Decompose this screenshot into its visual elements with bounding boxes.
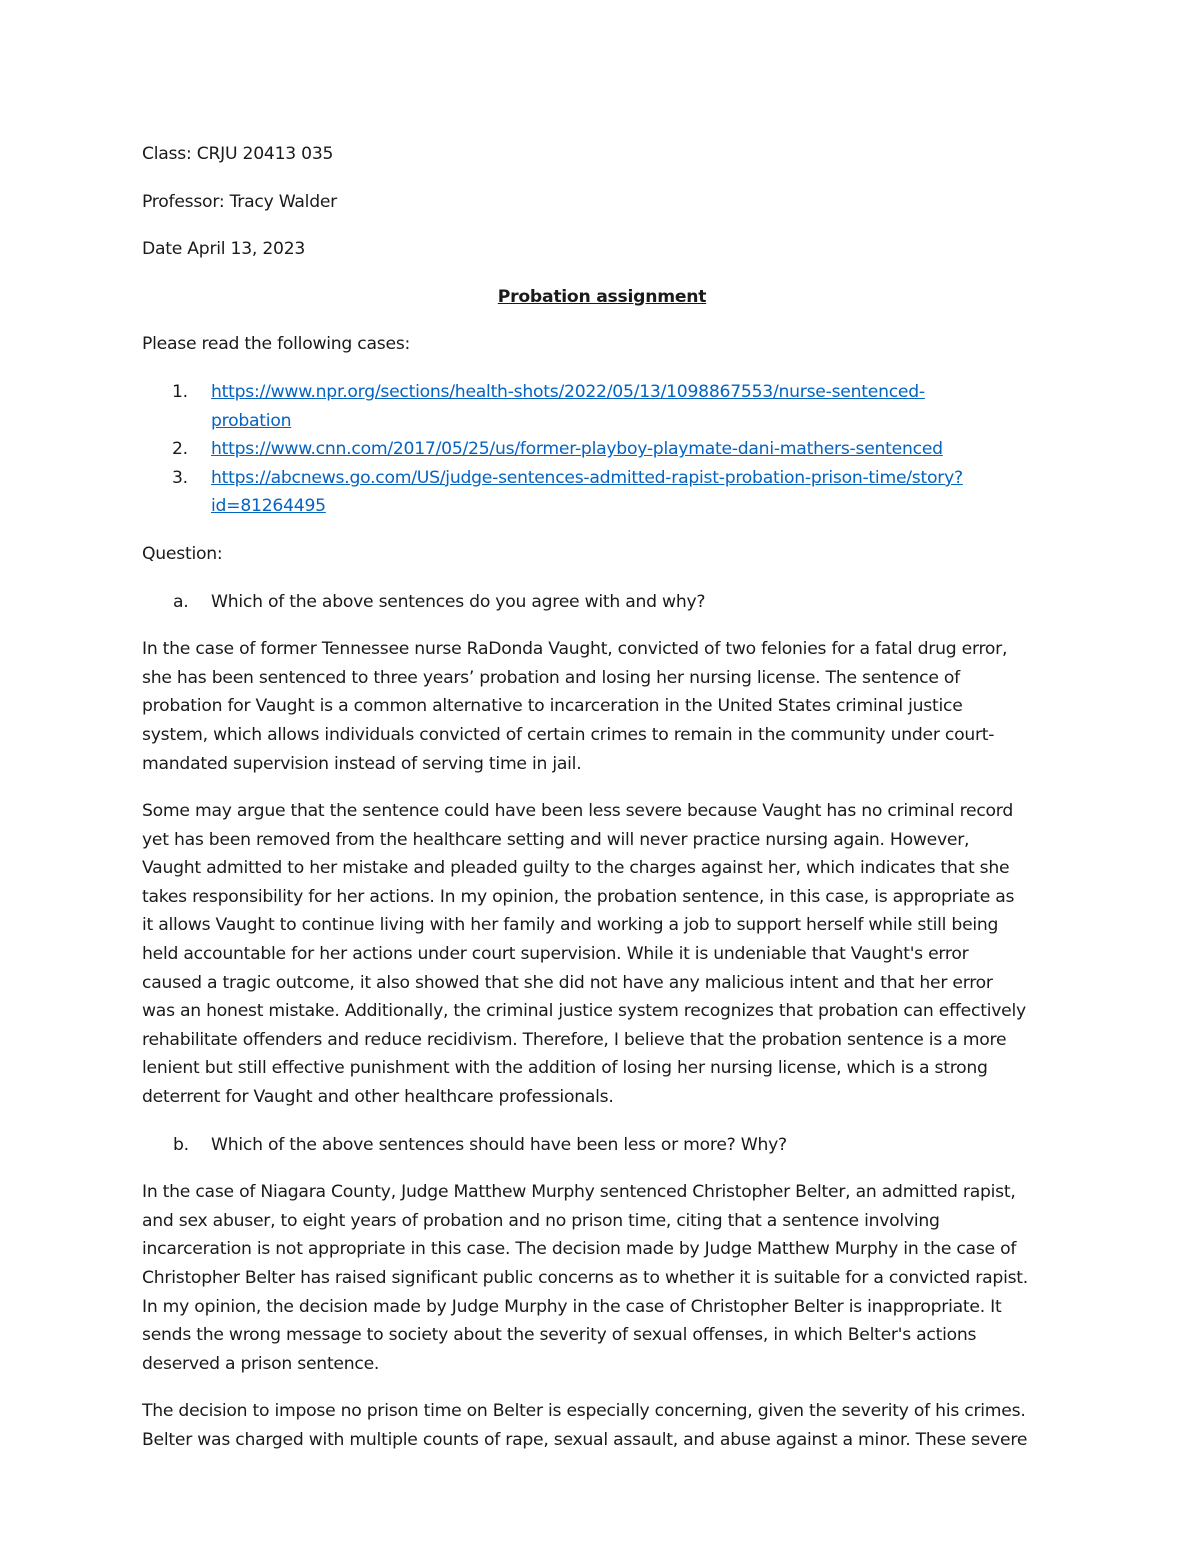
date-line: Date April 13, 2023 bbox=[142, 239, 306, 260]
paragraph-line: Belter was charged with multiple counts of rape, sexual assault, and abuse against a minor. These severe bbox=[142, 1429, 1028, 1450]
answer-paragraph-4 bbox=[142, 1397, 1062, 1454]
paragraph-line: sends the wrong message to society about the severity of sexual offenses, in which Belter's actions bbox=[142, 1325, 977, 1346]
paragraph-line: The decision to impose no prison time on Belter is especially concerning, given the severity of his crimes. bbox=[142, 1401, 1026, 1422]
question-letter: a. bbox=[173, 591, 189, 612]
case-link-item bbox=[142, 378, 1062, 435]
npr-link[interactable]: https://www.npr.org/sections/health-shots/2022/05/13/1098867553/nurse-sentenced- bbox=[211, 381, 925, 402]
abcnews-link[interactable]: https://abcnews.go.com/US/judge-sentences-admitted-rapist-probation-prison-time/story? bbox=[211, 467, 963, 488]
paragraph-line: deterrent for Vaught and other healthcare professionals. bbox=[142, 1087, 614, 1108]
paragraph-line: yet has been removed from the healthcare setting and will never practice nursing again. However, bbox=[142, 829, 970, 850]
paragraph-line: deserved a prison sentence. bbox=[142, 1353, 380, 1374]
paragraph-line: system, which allows individuals convicted of certain crimes to remain in the community under court- bbox=[142, 724, 995, 745]
paragraph-line: held accountable for her actions under court supervision. While it is undeniable that Vaught's error bbox=[142, 944, 969, 965]
paragraph-line: and sex abuser, to eight years of probation and no prison time, citing that a sentence involving bbox=[142, 1210, 940, 1231]
abcnews-link-continued[interactable]: id=81264495 bbox=[211, 496, 326, 517]
document-title: Probation assignment bbox=[497, 286, 707, 307]
cnn-link[interactable]: https://www.cnn.com/2017/05/25/us/former-playboy-playmate-dani-mathers-sentenced bbox=[211, 439, 943, 460]
paragraph-line: incarceration is not appropriate in this case. The decision made by Judge Matthew Murphy in the case of bbox=[142, 1239, 1017, 1260]
question-a-text: Which of the above sentences do you agree with and why? bbox=[211, 591, 706, 612]
question-label: Question: bbox=[142, 543, 223, 564]
case-link-item bbox=[142, 464, 1062, 521]
list-number: 3. bbox=[172, 467, 188, 488]
professor-line: Professor: Tracy Walder bbox=[142, 191, 337, 212]
paragraph-line: caused a tragic outcome, it also showed that she did not have any malicious intent and that her error bbox=[142, 972, 993, 993]
intro-text: Please read the following cases: bbox=[142, 334, 411, 355]
answer-paragraph-3 bbox=[142, 1178, 1062, 1378]
case-link-item bbox=[142, 435, 1062, 464]
answer-paragraph-2 bbox=[142, 797, 1062, 1112]
list-number: 2. bbox=[172, 439, 188, 460]
paragraph-line: In my opinion, the decision made by Judge Murphy in the case of Christopher Belter is inappropriate. It bbox=[142, 1296, 1002, 1317]
question-letter: b. bbox=[173, 1134, 189, 1155]
list-number: 1. bbox=[172, 381, 188, 402]
paragraph-line: mandated supervision instead of serving time in jail. bbox=[142, 753, 582, 774]
paragraph-line: lenient but still effective punishment with the addition of losing her nursing license, which is a strong bbox=[142, 1058, 988, 1079]
paragraph-line: In the case of Niagara County, Judge Matthew Murphy sentenced Christopher Belter, an admitted rapist, bbox=[142, 1182, 1016, 1203]
paragraph-line: takes responsibility for her actions. In my opinion, the probation sentence, in this case, is appropriate as bbox=[142, 886, 1015, 907]
question-a bbox=[142, 588, 1062, 617]
document-page bbox=[142, 140, 1062, 1474]
npr-link-continued[interactable]: probation bbox=[211, 410, 292, 431]
paragraph-line: Some may argue that the sentence could have been less severe because Vaught has no criminal record bbox=[142, 801, 1013, 822]
question-b-text: Which of the above sentences should have been less or more? Why? bbox=[211, 1134, 787, 1155]
paragraph-line: In the case of former Tennessee nurse RaDonda Vaught, convicted of two felonies for a fatal drug error, bbox=[142, 639, 1008, 660]
paragraph-line: probation for Vaught is a common alternative to incarceration in the United States criminal justice bbox=[142, 696, 963, 717]
paragraph-line: Christopher Belter has raised significant public concerns as to whether it is suitable for a convicted rapist. bbox=[142, 1268, 1028, 1288]
class-line: Class: CRJU 20413 035 bbox=[142, 144, 334, 164]
case-links-list bbox=[142, 378, 1062, 521]
paragraph-line: rehabilitate offenders and reduce recidivism. Therefore, I believe that the probation sentence is a more bbox=[142, 1029, 1007, 1050]
paragraph-line: Vaught admitted to her mistake and pleaded guilty to the charges against her, which indicates that she bbox=[142, 858, 1010, 879]
paragraph-line: was an honest mistake. Additionally, the criminal justice system recognizes that probation can effectively bbox=[142, 1001, 1026, 1022]
question-b bbox=[142, 1131, 1062, 1160]
paragraph-line: she has been sentenced to three years’ probation and losing her nursing license. The sentence of bbox=[142, 667, 960, 688]
answer-paragraph-1 bbox=[142, 635, 1062, 778]
paragraph-line: it allows Vaught to continue living with her family and working a job to support herself while still being bbox=[142, 915, 999, 936]
